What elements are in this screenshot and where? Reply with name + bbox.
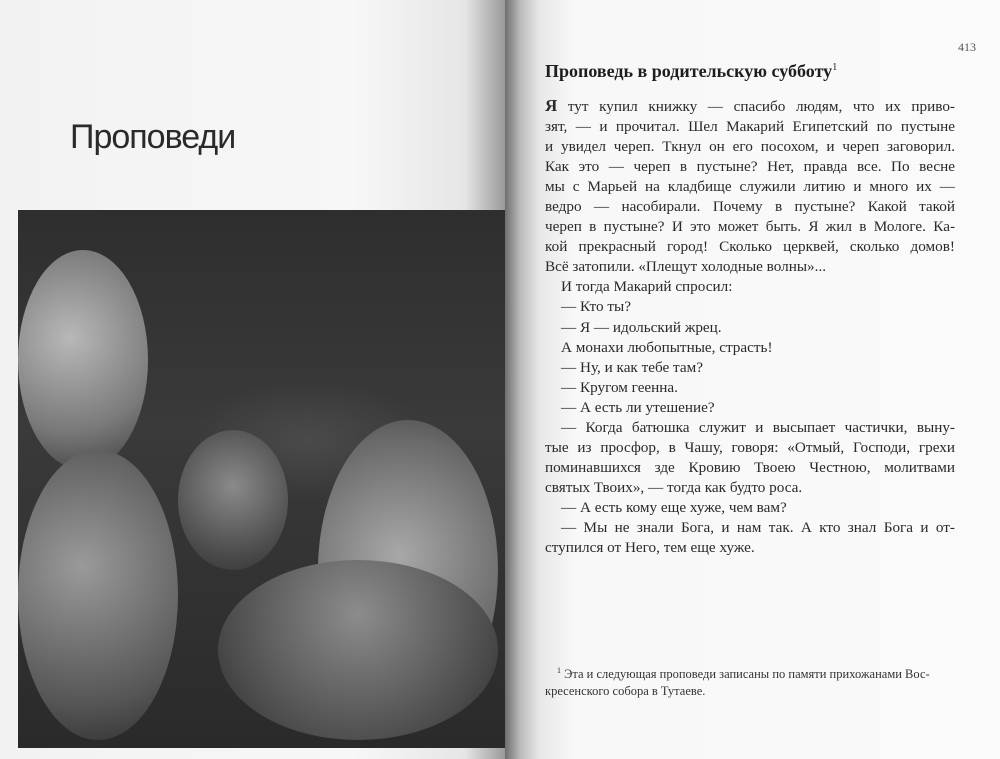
- photo-figure-left: [18, 450, 178, 740]
- footnote: [545, 662, 965, 700]
- text-line: [545, 358, 955, 378]
- photo-figure-hood: [18, 250, 148, 470]
- text-line: [545, 538, 955, 558]
- text-line-content: череп в пустыне? И это может быть. Я жил в Мологе. Ка-: [545, 218, 955, 236]
- text-line: [545, 117, 955, 137]
- text-line-content: А монахи любопытные, страсть!: [561, 338, 773, 356]
- footnote-number: 1: [557, 666, 561, 675]
- photo-face: [178, 430, 288, 570]
- footnote-line: [545, 662, 965, 683]
- text-line: [545, 478, 955, 498]
- text-line: [545, 217, 955, 237]
- article-title: [545, 61, 837, 82]
- text-line: [545, 157, 955, 177]
- text-line-content: святых Твоих», — тогда как будто роса.: [545, 478, 803, 496]
- footnote-text: Эта и следующая проповеди записаны по памяти прихожанами Вос-: [564, 667, 930, 682]
- dropcap: Я: [545, 96, 558, 115]
- text-line-content: — Когда батюшка служит и высыпает частички, выну-: [561, 418, 955, 436]
- footnote-mark: 1: [832, 62, 838, 73]
- text-line-content: ведро — насобирали. Почему в пустыне? Какой такой: [545, 198, 955, 216]
- text-line-content: — А есть кому еще хуже, чем вам?: [561, 498, 787, 516]
- article-title-text: Проповедь в родительскую субботу: [545, 61, 833, 81]
- text-line-content: мы с Марьей на кладбище служили литию и много их —: [545, 178, 955, 196]
- text-line: [545, 257, 955, 277]
- section-title: Проповеди: [70, 118, 236, 156]
- text-line: [545, 438, 955, 458]
- text-line-content: — А есть ли утешение?: [561, 398, 715, 416]
- photograph: [18, 210, 505, 748]
- text-line-content: — Кто ты?: [561, 298, 631, 316]
- text-line-content: Как это — череп в пустыне? Нет, правда все. По весне: [545, 158, 955, 176]
- footnote-line: кресенского собора в Тутаеве.: [545, 684, 706, 699]
- text-line: [545, 418, 955, 438]
- text-line-content: зят, — и прочитал. Шел Макарий Египетский по пустыне: [545, 118, 955, 136]
- text-line: [545, 197, 955, 217]
- text-line: [545, 277, 955, 297]
- text-line: [545, 498, 955, 518]
- text-line: [545, 518, 955, 538]
- text-line: [545, 378, 955, 398]
- text-line-content: И тогда Макарий спросил:: [561, 278, 733, 296]
- text-line: [545, 297, 955, 317]
- text-line: [545, 398, 955, 418]
- text-line-content: Всё затопили. «Плещут холодные волны»...: [545, 258, 827, 276]
- text-line-content: — Кругом геенна.: [561, 378, 678, 396]
- text-line-content: ступился от Него, тем еще хуже.: [545, 539, 755, 557]
- text-line: [545, 458, 955, 478]
- text-line: [545, 338, 955, 358]
- text-line: [545, 137, 955, 157]
- photo-figure-front: [218, 560, 498, 740]
- text-line: [545, 318, 955, 338]
- text-line: [545, 237, 955, 257]
- text-line-content: — Ну, и как тебе там?: [561, 358, 703, 376]
- text-line-content: кой прекрасный город! Сколько церквей, сколько домов!: [545, 238, 955, 256]
- text-line-content: — Я — идольский жрец.: [561, 318, 722, 336]
- text-line-content: тут купил книжку — спасибо людям, что их приво-: [567, 98, 955, 115]
- text-line-content: — Мы не знали Бога, и нам так. А кто знал Бога и от-: [561, 518, 955, 536]
- page-number: 413: [958, 40, 976, 54]
- text-line-content: тые из просфор, в Чашу, говоря: «Отмый, Господи, грехи: [545, 438, 955, 456]
- article-body: [545, 96, 955, 558]
- text-line: [545, 177, 955, 197]
- text-line: [545, 96, 955, 117]
- text-line-content: и увидел череп. Ткнул он его посохом, и череп заговорил.: [545, 138, 955, 156]
- text-line-content: поминавшихся зде Кровию Твоею Честною, молитвами: [545, 458, 955, 476]
